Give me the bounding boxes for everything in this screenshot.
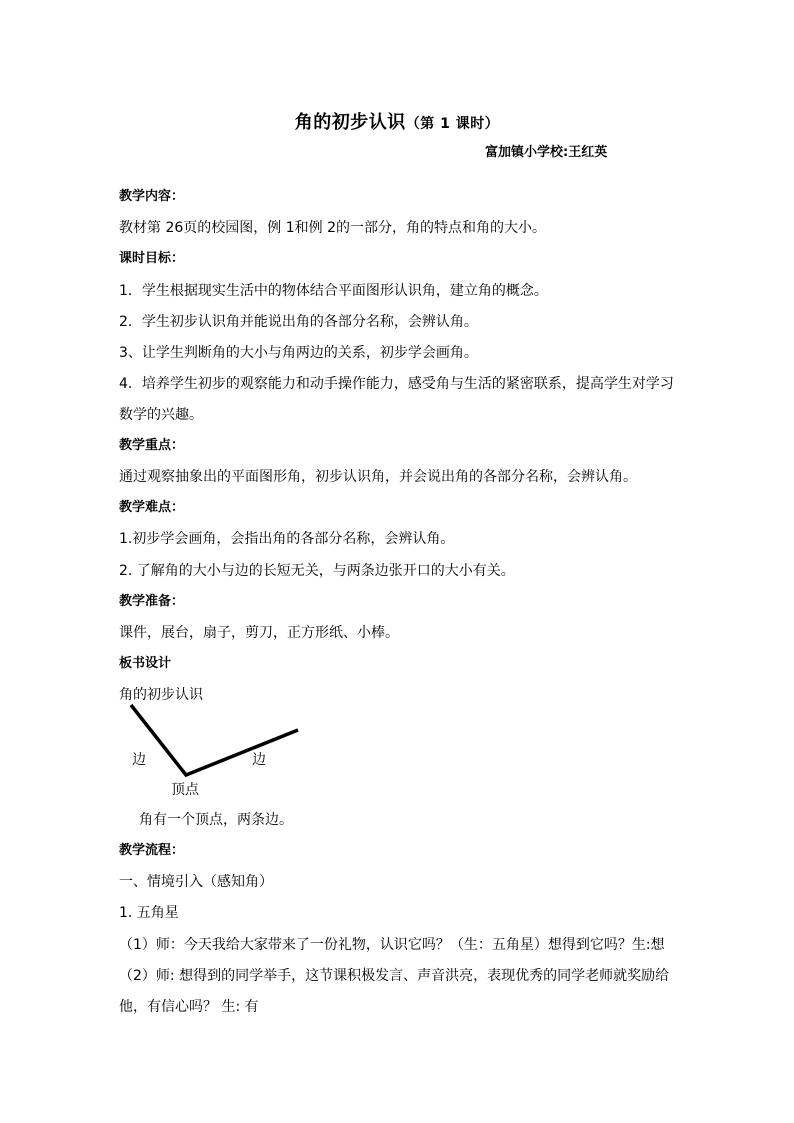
angle-sides <box>131 705 298 775</box>
difficulty-1: 1.初步学会画角，会指出角的各部分名称，会辨认角。 <box>119 531 455 547</box>
title-sub: （第 1 课时） <box>405 116 500 132</box>
goal-1: 1．学生根据现实生活中的物体结合平面图形认识角，建立角的概念。 <box>119 283 548 299</box>
page-title <box>0 108 794 134</box>
side-label-right: 边 <box>252 752 266 768</box>
vertex-label: 顶点 <box>171 782 199 798</box>
prep-heading: 教学准备： <box>119 594 185 609</box>
flow-1-1-a: （1）师：今天我给大家带来了一份礼物，认识它吗？（生：五角星）想得到它吗？生:想 <box>119 937 665 953</box>
content-heading: 教学内容： <box>119 189 185 204</box>
board-heading: 板书设计 <box>119 656 172 671</box>
flow-1-1: 1. 五角星 <box>119 905 179 921</box>
flow-heading: 教学流程： <box>119 843 185 858</box>
prep-text: 课件，展台，扇子，剪刀，正方形纸、小棒。 <box>119 625 399 641</box>
goal-2: 2．学生初步认识角并能说出角的各部分名称，会辨认角。 <box>119 314 478 330</box>
content-text: 教材第 26页的校园图，例 1和例 2的一部分，角的特点和角的大小。 <box>119 220 546 236</box>
board-title: 角的初步认识 <box>119 687 203 703</box>
angle-diagram <box>119 684 419 804</box>
side-label-left: 边 <box>132 752 146 768</box>
goal-4b: 数学的兴趣。 <box>119 407 203 423</box>
goal-4a: 4．培养学生初步的观察能力和动手操作能力，感受角与生活的紧密联系，提高学生对学习 <box>119 376 674 392</box>
author-line: 富加镇小学校:王红英 <box>485 145 608 160</box>
difficulty-heading: 教学难点： <box>119 500 185 515</box>
goal-3: 3、让学生判断角的大小与角两边的关系，初步学会画角。 <box>119 345 478 361</box>
key-heading: 教学重点： <box>119 438 185 453</box>
key-text: 通过观察抽象出的平面图形角，初步认识角，并会说出角的各部分名称，会辨认角。 <box>119 469 637 485</box>
angle-summary: 角有一个顶点，两条边。 <box>139 812 293 828</box>
goals-heading: 课时目标： <box>119 251 185 266</box>
angle-drawing <box>119 684 419 804</box>
flow-1: 一、情境引入（感知角） <box>119 874 273 890</box>
flow-1-1-b: （2）师: 想得到的同学举手，这节课积极发言、声音洪亮，表现优秀的同学老师就奖励给 <box>119 968 670 984</box>
difficulty-2: 2. 了解角的大小与边的长短无关，与两条边张开口的大小有关。 <box>119 563 515 579</box>
flow-1-1-c: 他，有信心吗？ 生: 有 <box>119 999 259 1015</box>
title-main: 角的初步认识 <box>294 112 406 133</box>
